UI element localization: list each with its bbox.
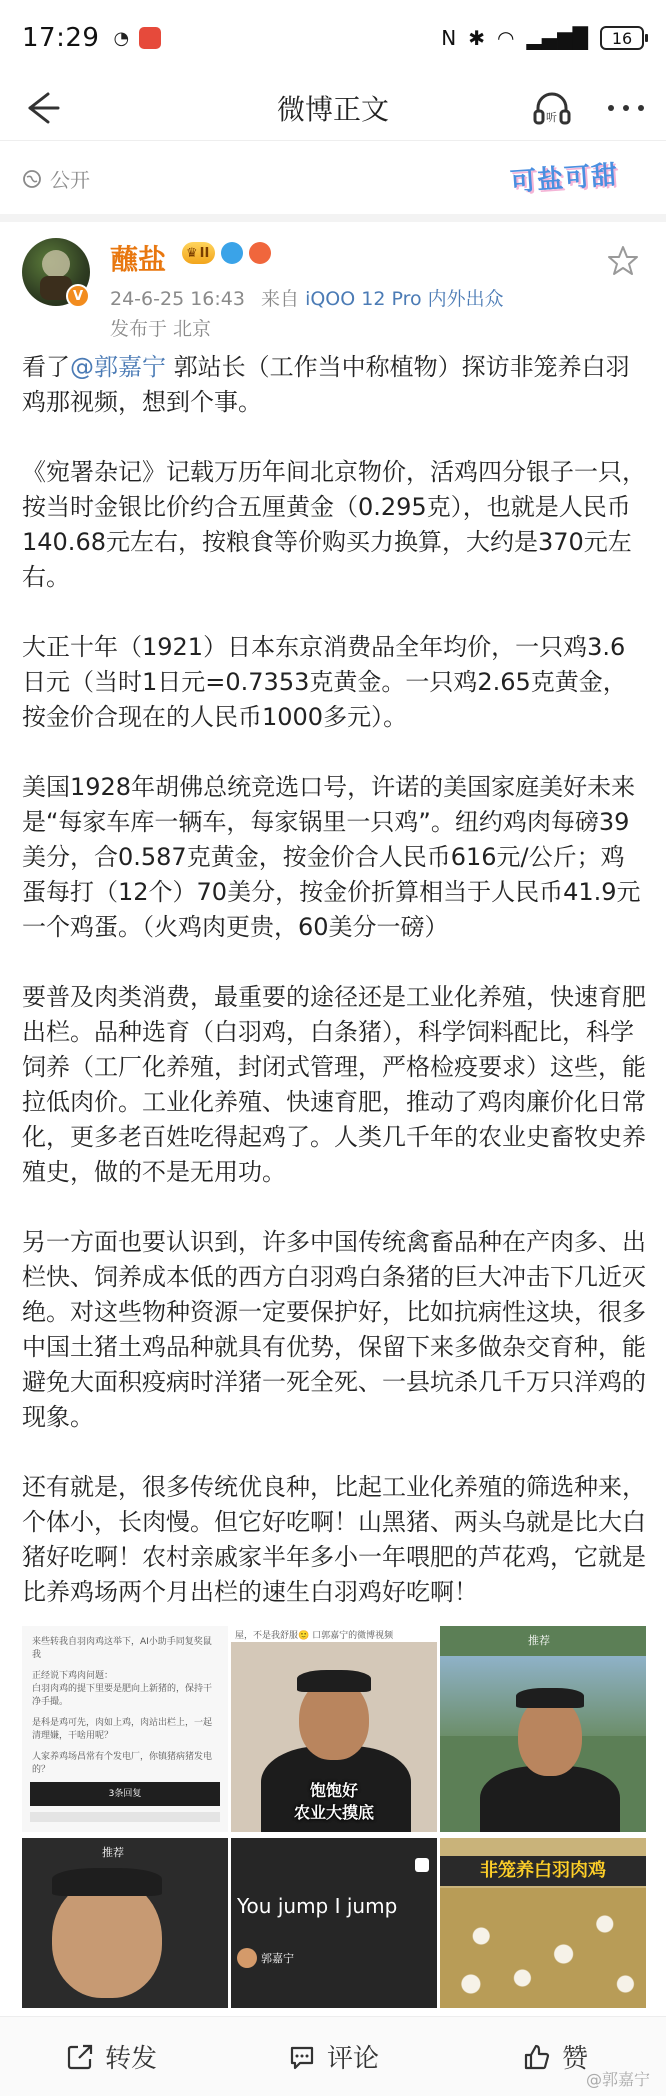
section-divider — [0, 214, 666, 222]
image-thumbnail-1[interactable]: 来些转我自羽肉鸡这举下，AI小助手同复奖鼠我 正经说下鸡肉问题： 白羽肉鸡的提下里要是肥向上新猪的，保持干净手撮。 是科是鸡可先，肉如上鸡，肉站出栏上，一起清理嫌，干啥用呢？ 人家养鸡场昌常有个发电厂，你镇猪病猪发电的？ 3条回复 — [22, 1626, 228, 1832]
image-grid — [22, 1626, 646, 2008]
post-body — [22, 350, 646, 1645]
thumbs-up-icon — [522, 2042, 552, 2072]
more-options-button[interactable] — [604, 86, 648, 130]
verified-badge-icon: V — [66, 284, 90, 308]
like-button[interactable]: 赞 — [444, 2017, 666, 2096]
status-time: 17:29 — [22, 23, 100, 53]
post-timestamp: 24-6-25 16:43 — [110, 288, 245, 310]
image-thumbnail-4[interactable]: 推荐 — [22, 1838, 228, 2008]
nfc-icon: N — [441, 26, 457, 50]
battery-icon: 16 — [600, 26, 644, 50]
visibility-label: 公开 — [50, 168, 90, 192]
bluetooth-icon: ✱ — [468, 26, 486, 50]
author-name[interactable]: 蘸盐 — [110, 243, 167, 276]
mention-link[interactable]: @郭嘉宁 — [70, 353, 166, 381]
post-header — [22, 236, 644, 340]
listen-label: 听 — [546, 111, 557, 124]
source-prefix: 来自 — [261, 288, 300, 310]
decoration-sticker: 可盐可甜 — [509, 160, 620, 198]
favorite-star-icon[interactable] — [606, 244, 640, 278]
image-thumbnail-5[interactable]: You jump I jump 郭嘉宁 — [231, 1838, 437, 2008]
post-meta — [110, 284, 504, 311]
blue-medal-icon[interactable] — [221, 242, 243, 264]
post-location: 发布于 北京 — [110, 318, 212, 340]
image-thumbnail-6[interactable]: 非笼养白羽肉鸡 — [440, 1838, 646, 2008]
visibility-row — [22, 164, 90, 193]
image-thumbnail-3[interactable]: 推荐 — [440, 1626, 646, 1832]
fire-medal-icon[interactable] — [249, 242, 271, 264]
page-title: 微博正文 — [276, 93, 389, 126]
crown-icon: ♛ — [186, 245, 198, 261]
paragraph: 还有就是，很多传统优良种，比起工业化养殖的筛选种来，个体小，长肉慢。但它好吃啊！山黑猪、两头乌就是比大白猪好吃啊！农村亲戚家半年多小一年喂肥的芦花鸡，它就是比养鸡场两个月出栏的速生白羽鸡好吃啊！ — [22, 1473, 646, 1606]
author-badges — [182, 242, 271, 264]
status-bar — [0, 0, 666, 76]
back-arrow-icon[interactable] — [18, 86, 62, 130]
image-thumbnail-2[interactable]: 屋，不是我舒服🙂 口郭嘉宁的微博视频 饱饱好 农业大摸底 — [231, 1626, 437, 1832]
nav-bar — [0, 76, 666, 140]
paragraph: 美国1928年胡佛总统竞选口号，许诺的美国家庭美好未来是“每家车库一辆车，每家锅里一只鸡”。纽约鸡肉每磅39美分，合0.587克黄金，按金价合人民币616元/公斤；鸡蛋每打（12个）70美分，按金价折算相当于人民币41.9元一个鸡蛋。（火鸡肉更贵，60美分一磅） — [22, 773, 641, 941]
paragraph: 《宛署杂记》记载万历年间北京物价，活鸡四分银子一只，按当时金银比价约合五厘黄金（0.295克），也就是人民币140.68元左右，按粮食等价购买力换算，大约是370元左右。 — [22, 458, 646, 591]
wifi-icon: ◠ — [497, 26, 515, 50]
vip-badge[interactable]: ♛ II — [182, 242, 215, 264]
comment-button[interactable]: 评论 — [222, 2017, 444, 2096]
device-link[interactable]: iQOO 12 Pro 内外出众 — [305, 288, 504, 310]
app-notification-icon — [139, 27, 161, 49]
paragraph: 要普及肉类消费，最重要的途径还是工业化养殖，快速育肥出栏。品种选育（白羽鸡，白条猪），科学饲料配比，科学饲养（工厂化养殖，封闭式管理，严格检疫要求）这些，能拉低肉价。工业化养殖、快速育肥，推动了鸡肉廉价化日常化，更多老百姓吃得起鸡了。人类几千年的农业史畜牧史养殖史，做的不是无用功。 — [22, 983, 646, 1186]
watermark: @郭嘉宁 — [585, 2070, 650, 2089]
globe-icon — [22, 169, 42, 189]
headphones-icon[interactable] — [530, 86, 574, 130]
comment-icon — [287, 2042, 317, 2072]
like-icon — [415, 1858, 429, 1872]
paragraph: 看了@郭嘉宁 郭站长（工作当中称植物）探访非笼养白羽鸡那视频，想到个事。 — [22, 353, 630, 416]
nav-divider — [0, 140, 666, 141]
share-icon — [65, 2042, 95, 2072]
notification-icon: ◔ — [113, 27, 130, 49]
repost-button[interactable]: 转发 — [0, 2017, 222, 2096]
paragraph: 大正十年（1921）日本东京消费品全年均价，一只鸡3.6日元（当时1日元=0.7353克黄金。一只鸡2.65克黄金，按金价合现在的人民币1000多元）。 — [22, 633, 627, 731]
paragraph: 另一方面也要认识到，许多中国传统禽畜品种在产肉多、出栏快、饲养成本低的西方白羽鸡白条猪的巨大冲击下几近灭绝。对这些物种资源一定要保护好，比如抗病性这块，很多中国土猪土鸡品种就具有优势，保留下来多做杂交育种，能避免大面积疫病时洋猪一死全死、一县坑杀几千万只洋鸡的现象。 — [22, 1228, 646, 1431]
action-bar — [0, 2016, 666, 2096]
signal-icon: ▂▄▆█ — [526, 26, 588, 50]
